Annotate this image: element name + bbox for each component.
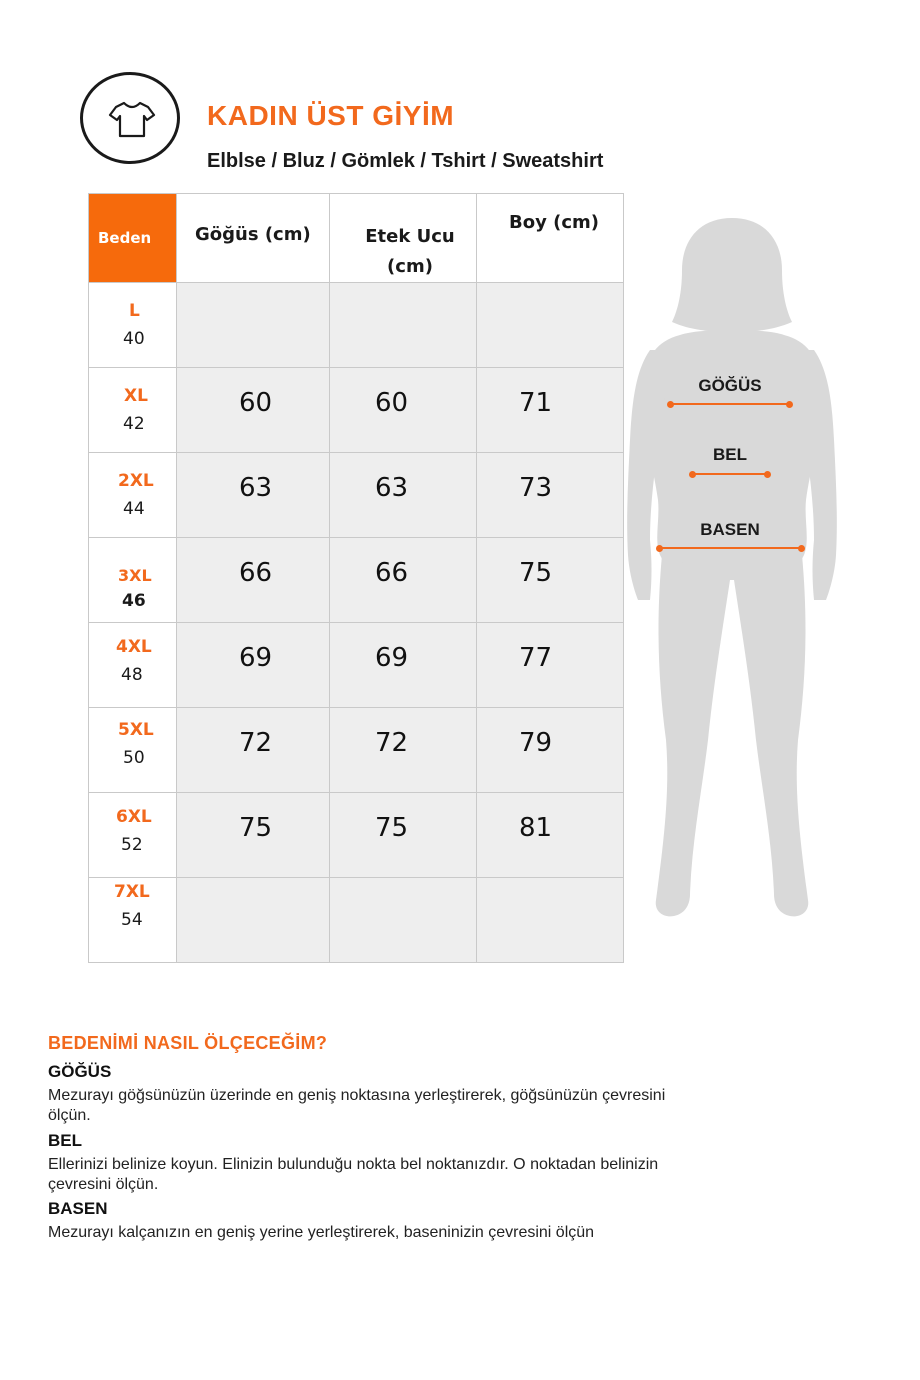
length-cell <box>477 623 624 708</box>
size-number: 48 <box>121 665 143 685</box>
table-row <box>89 368 624 453</box>
length-value: 75 <box>519 558 553 588</box>
hem-value: 75 <box>375 813 409 843</box>
length-value: 77 <box>519 643 553 673</box>
page-subtitle: Elblse / Bluz / Gömlek / Tshirt / Sweatshirt <box>207 150 604 172</box>
hem-value: 66 <box>375 558 409 588</box>
length-value: 73 <box>519 473 553 503</box>
hem-value: 69 <box>375 643 409 673</box>
hip-marker-line <box>659 547 802 549</box>
size-label: 5XL <box>118 720 154 740</box>
chest-cell <box>177 368 330 453</box>
hem-cell <box>330 708 477 793</box>
chest-value: 72 <box>239 728 273 758</box>
chest-cell <box>177 623 330 708</box>
length-cell <box>477 878 624 963</box>
hem-cell <box>330 453 477 538</box>
size-label: L <box>129 301 140 321</box>
size-number: 40 <box>123 329 145 349</box>
chest-value: 75 <box>239 813 273 843</box>
size-cell <box>89 538 177 623</box>
chest-cell <box>177 538 330 623</box>
guide-text-hip: Mezurayı kalçanızın en geniş yerine yerleştirerek, baseninizin çevresini ölçün <box>48 1224 595 1241</box>
hem-cell <box>330 878 477 963</box>
size-cell <box>89 283 177 368</box>
column-header-length-label: Boy (cm) <box>509 212 599 233</box>
size-label: 4XL <box>116 637 152 657</box>
column-header-chest <box>177 194 330 283</box>
chest-marker-line <box>670 403 790 405</box>
table-row <box>89 283 624 368</box>
length-value: 71 <box>519 388 553 418</box>
column-header-chest-label: Göğüs (cm) <box>195 224 311 245</box>
column-header-hem-label: Etek Ucu (cm) <box>365 226 455 277</box>
chest-cell <box>177 453 330 538</box>
hem-cell <box>330 283 477 368</box>
waist-marker-label: BEL <box>713 445 747 464</box>
size-cell <box>89 368 177 453</box>
size-number: 44 <box>123 499 145 519</box>
table-row <box>89 708 624 793</box>
length-cell <box>477 368 624 453</box>
chest-value: 63 <box>239 473 273 503</box>
hip-marker-dot-left <box>656 545 663 552</box>
waist-marker-line <box>692 473 768 475</box>
size-label: 6XL <box>116 807 152 827</box>
guide-heading-hip: BASEN <box>48 1199 108 1218</box>
size-label: 7XL <box>114 882 150 902</box>
hem-cell <box>330 368 477 453</box>
tshirt-icon <box>108 99 156 139</box>
chest-value: 69 <box>239 643 273 673</box>
size-cell <box>89 878 177 963</box>
size-cell <box>89 453 177 538</box>
chest-marker-dot-left <box>667 401 674 408</box>
hem-value: 60 <box>375 388 409 418</box>
table-header-row <box>89 194 624 283</box>
column-header-size: Beden <box>89 194 177 283</box>
size-chart-table <box>88 193 624 963</box>
length-cell <box>477 453 624 538</box>
table-row <box>89 793 624 878</box>
length-value: 79 <box>519 728 553 758</box>
guide-title: BEDENİMİ NASIL ÖLÇECEĞİM? <box>48 1033 328 1053</box>
guide-text-waist: Ellerinizi belinize koyun. Elinizin bulunduğu nokta bel noktanızdır. O noktadan belinizin çevresini ölçün. <box>48 1156 659 1193</box>
chest-value: 66 <box>239 558 273 588</box>
size-number: 52 <box>121 835 143 855</box>
hem-cell <box>330 538 477 623</box>
chest-marker-label: GÖĞÜS <box>698 376 762 395</box>
table-row <box>89 538 624 623</box>
size-number: 46 <box>122 591 146 611</box>
size-label: XL <box>124 386 148 406</box>
page-title: KADIN ÜST GİYİM <box>207 100 455 131</box>
length-cell <box>477 538 624 623</box>
size-number: 50 <box>123 748 145 768</box>
size-cell <box>89 793 177 878</box>
length-cell <box>477 708 624 793</box>
hem-value: 72 <box>375 728 409 758</box>
logo-badge <box>80 72 180 164</box>
hip-marker-label: BASEN <box>700 520 760 539</box>
chest-cell <box>177 283 330 368</box>
guide-heading-chest: GÖĞÜS <box>48 1062 112 1081</box>
size-number: 54 <box>121 910 143 930</box>
size-cell <box>89 623 177 708</box>
table-row <box>89 623 624 708</box>
chest-value: 60 <box>239 388 273 418</box>
hem-cell <box>330 623 477 708</box>
chest-cell <box>177 793 330 878</box>
size-cell <box>89 708 177 793</box>
hip-marker-dot-right <box>798 545 805 552</box>
hem-cell <box>330 793 477 878</box>
length-cell <box>477 283 624 368</box>
chest-cell <box>177 878 330 963</box>
size-label: 3XL <box>118 566 152 585</box>
length-cell <box>477 793 624 878</box>
column-header-hem <box>330 194 477 283</box>
chest-marker-dot-right <box>786 401 793 408</box>
waist-marker-dot-left <box>689 471 696 478</box>
table-row <box>89 878 624 963</box>
size-label: 2XL <box>118 471 154 491</box>
waist-marker-dot-right <box>764 471 771 478</box>
table-row <box>89 453 624 538</box>
length-value: 81 <box>519 813 553 843</box>
size-number: 42 <box>123 414 145 434</box>
body-silhouette <box>620 200 845 930</box>
column-header-length <box>477 194 624 283</box>
chest-cell <box>177 708 330 793</box>
guide-heading-waist: BEL <box>48 1131 82 1150</box>
guide-text-chest: Mezurayı göğsünüzün üzerinde en geniş noktasına yerleştirerek, göğsünüzün çevresini ölçün. <box>48 1087 666 1124</box>
hem-value: 63 <box>375 473 409 503</box>
